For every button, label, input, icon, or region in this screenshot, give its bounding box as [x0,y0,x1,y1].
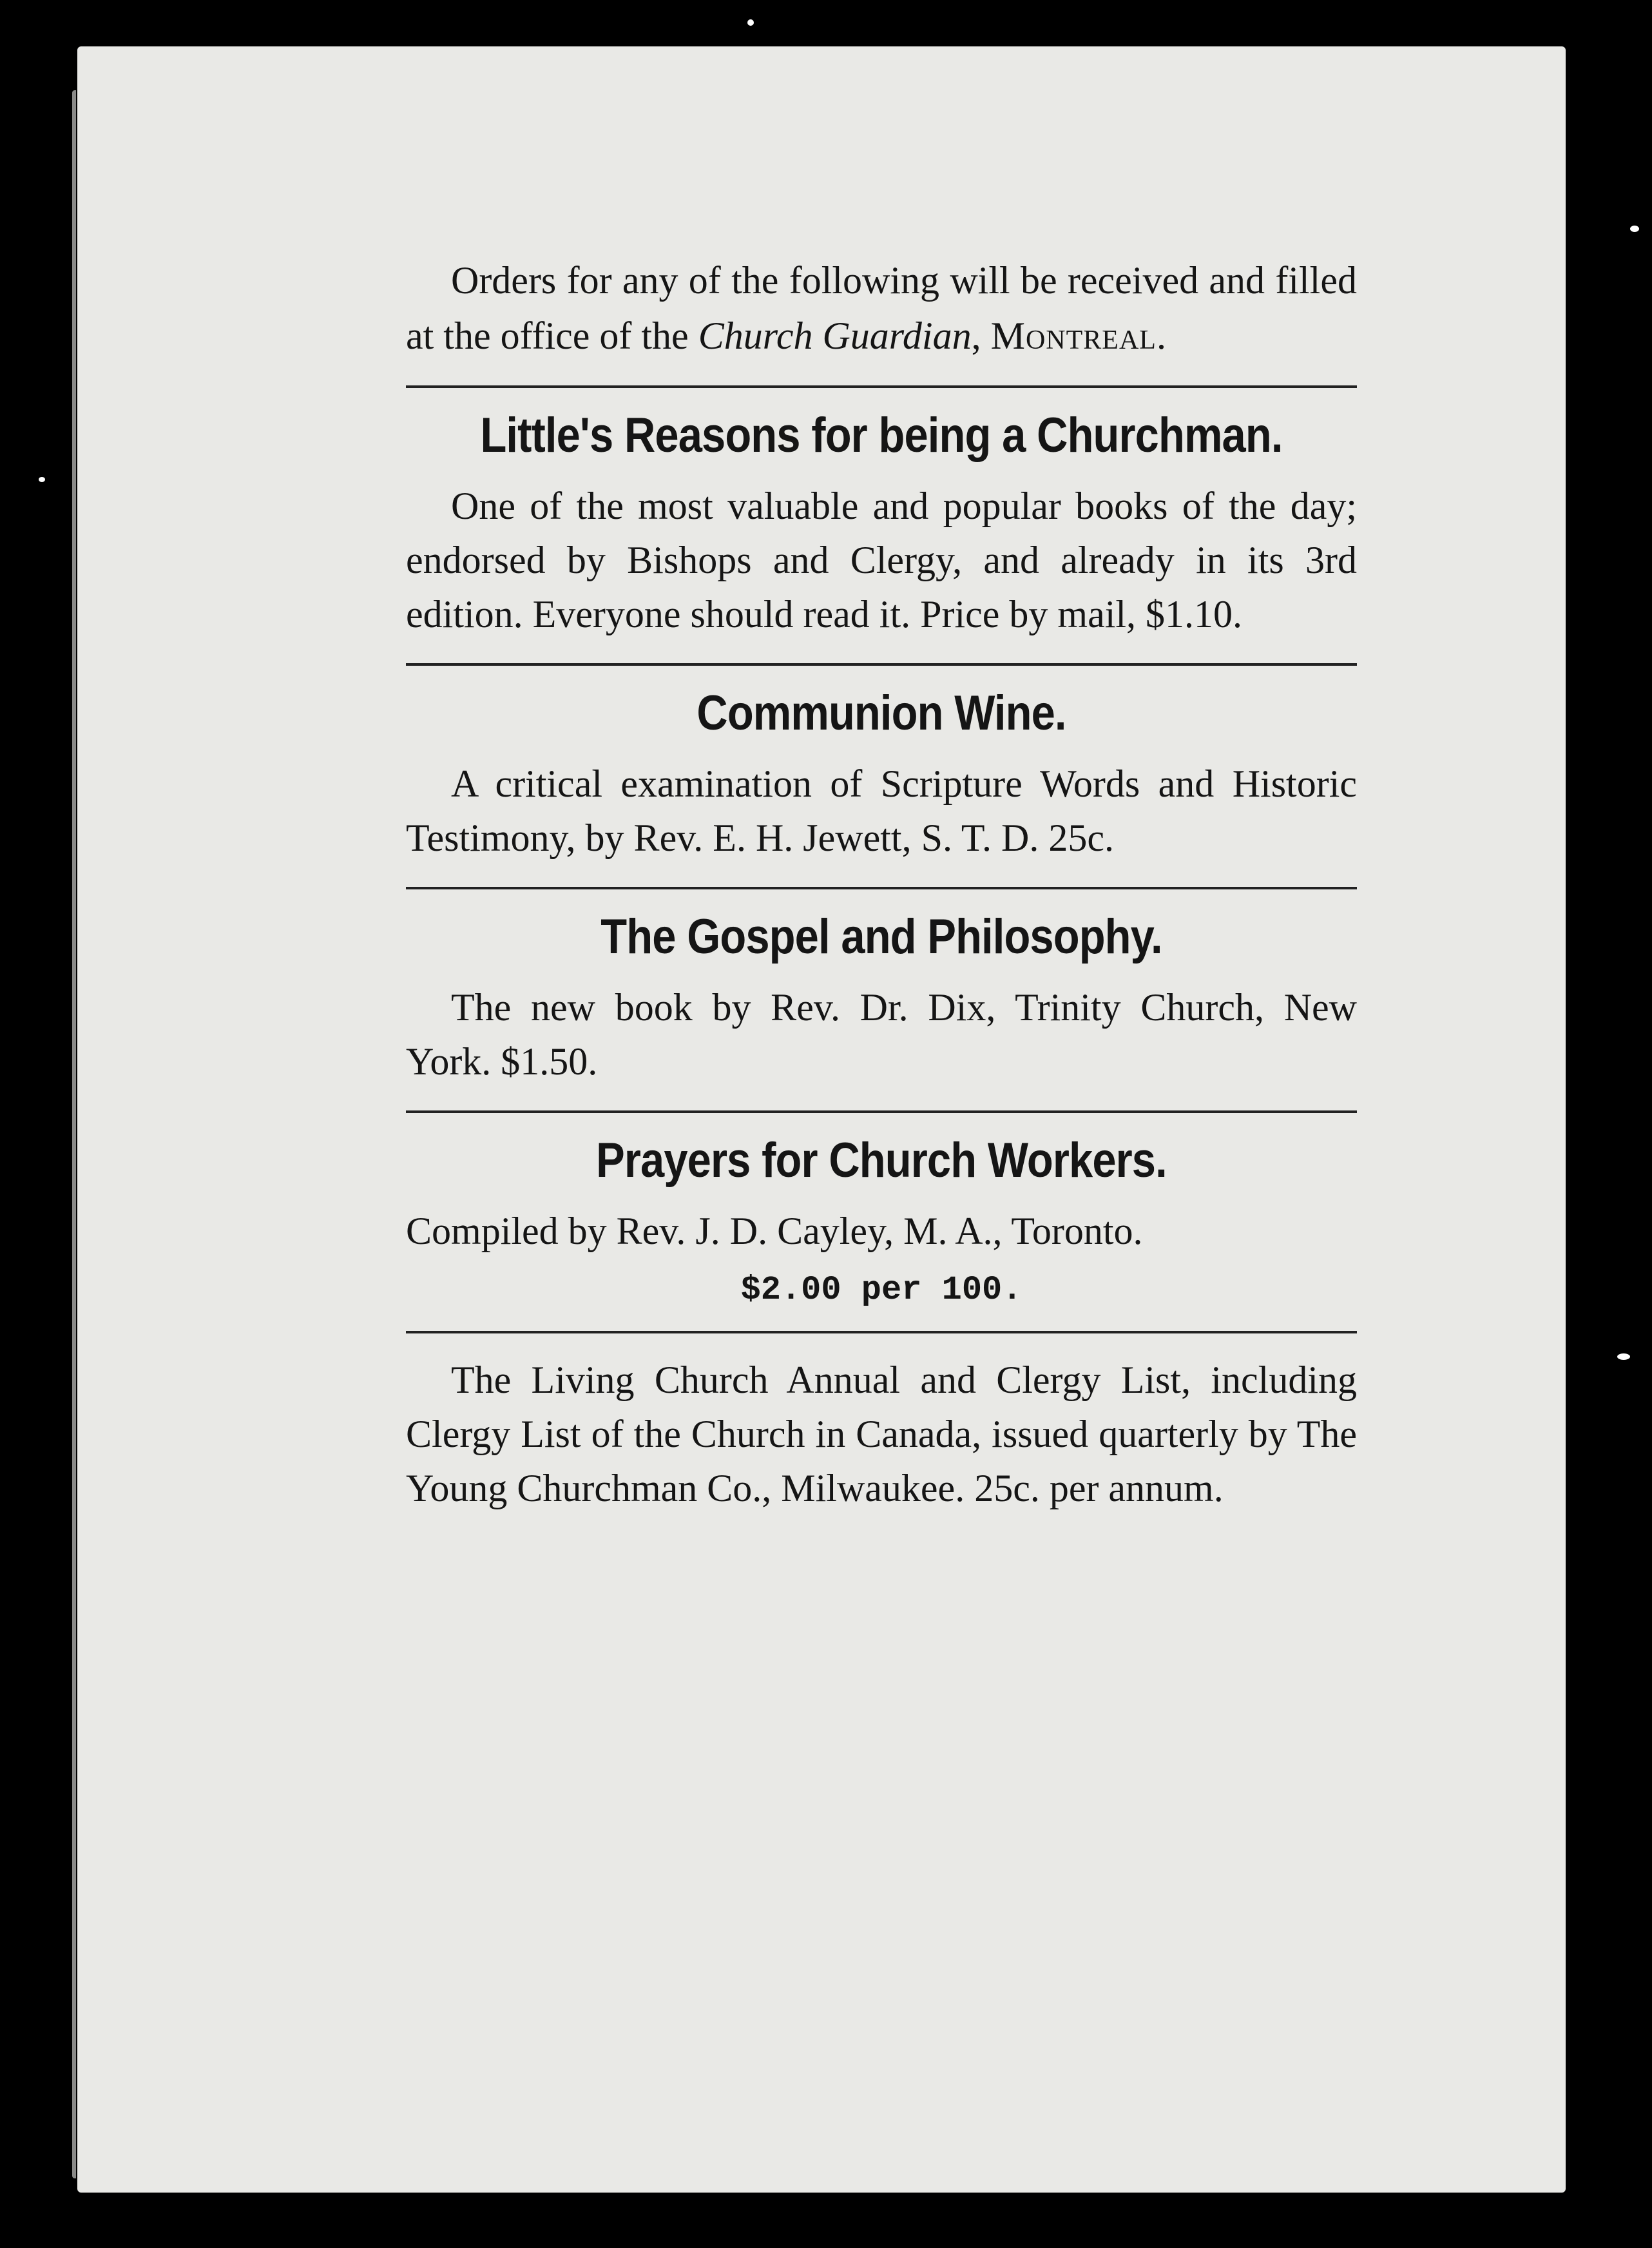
listing-description: Compiled by Rev. J. D. Cayley, M. A., Toronto. [406,1210,1143,1252]
listing-littles-reasons [406,407,1357,641]
intro-city: Montreal [990,315,1157,357]
listing-price: $2.00 per 100. [740,1271,1023,1309]
divider [406,385,1357,388]
speck [747,19,754,26]
divider [406,1110,1357,1113]
speck [39,477,45,482]
intro-paragraph [406,253,1357,363]
intro-publication-name: Church Guardian [698,315,972,357]
listing-title: Prayers for Church Workers. [596,1133,1167,1188]
divider [406,1331,1357,1333]
intro-text-mid: , [971,315,991,357]
divider [406,663,1357,666]
intro-text-after: . [1156,315,1166,357]
intro-text-before: Orders for any of the following will be received and filled at the office of the [406,259,1357,357]
closing-paragraph: The Living Church Annual and Clergy List, including Clergy List of the Church in Canada, issued quarterly by The Young Churchman Co., Milwaukee. 25c. per annum. [406,1359,1357,1509]
listing-communion-wine [406,685,1357,865]
listing-prayers-church-workers [406,1132,1357,1309]
listing-description: One of the most valuable and popular books of the day; endorsed by Bishops and Clergy, and already in its 3rd edition. Everyone should read it. Price by mail, $1.10. [406,485,1357,635]
listing-title: Little's Reasons for being a Churchman. [480,408,1283,463]
divider [406,887,1357,889]
listing-description: A critical examination of Scripture Words and Historic Testimony, by Rev. E. H. Jewett, S. T. D. 25c. [406,762,1357,859]
advertisement-page [406,253,1357,1515]
speck [1617,1353,1630,1360]
listing-title: The Gospel and Philosophy. [600,909,1162,964]
listing-description: The new book by Rev. Dr. Dix, Trinity Church, New York. $1.50. [406,986,1357,1083]
listing-title: Communion Wine. [696,686,1066,741]
speck [1630,226,1639,232]
listing-gospel-philosophy [406,909,1357,1089]
